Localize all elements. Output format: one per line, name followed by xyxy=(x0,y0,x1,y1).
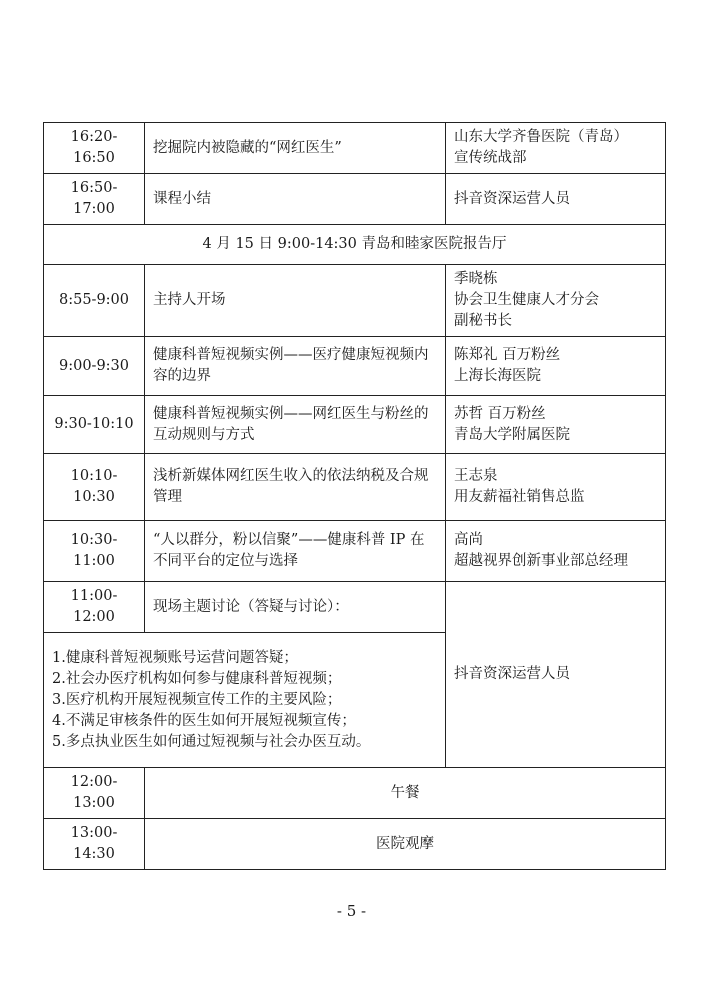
topic-cell: “人以群分，粉以信聚”——健康科普 IP 在不同平台的定位与选择 xyxy=(145,521,446,582)
speaker-cell xyxy=(446,123,666,174)
speaker-line: 高尚 xyxy=(454,532,483,548)
speaker-line: 超越视界创新事业部总经理 xyxy=(454,553,628,569)
time-cell: 9:00-9:30 xyxy=(44,337,145,396)
speaker-cell xyxy=(446,454,666,521)
speaker-line: 王志泉 xyxy=(454,468,498,484)
table-row xyxy=(44,454,666,521)
table-row xyxy=(44,396,666,454)
table-row xyxy=(44,768,666,819)
speaker-line: 宣传统战部 xyxy=(454,150,527,166)
speaker-line: 上海长海医院 xyxy=(454,368,541,384)
topic-cell: 主持人开场 xyxy=(145,265,446,337)
speaker-line: 协会卫生健康人才分会 xyxy=(454,292,599,308)
speaker-cell xyxy=(446,396,666,454)
speaker-line: 陈郑礼 百万粉丝 xyxy=(454,347,561,363)
time-cell: 16:20-16:50 xyxy=(44,123,145,174)
speaker-line: 山东大学齐鲁医院（青岛） xyxy=(454,129,628,145)
day-header-row xyxy=(44,225,666,265)
list-item: 5.多点执业医生如何通过短视频与社会办医互动。 xyxy=(52,733,371,750)
time-cell: 11:00-12:00 xyxy=(44,582,145,633)
speaker-line: 季晓栋 xyxy=(454,271,498,287)
time-cell: 13:00-14:30 xyxy=(44,819,145,870)
time-cell: 10:30-11:00 xyxy=(44,521,145,582)
time-cell: 12:00-13:00 xyxy=(44,768,145,819)
list-item: 4.不满足审核条件的医生如何开展短视频宣传； xyxy=(52,712,356,729)
list-item: 1.健康科普短视频账号运营问题答疑； xyxy=(52,649,298,666)
page-number: - 5 - xyxy=(336,902,367,920)
list-item: 3.医疗机构开展短视频宣传工作的主要风险； xyxy=(52,691,342,708)
speaker-line: 副秘书长 xyxy=(454,313,512,329)
speaker-line: 用友薪福社销售总监 xyxy=(454,489,585,505)
table-row xyxy=(44,123,666,174)
topic-cell: 健康科普短视频实例——网红医生与粉丝的互动规则与方式 xyxy=(145,396,446,454)
speaker-cell xyxy=(446,337,666,396)
speaker-cell xyxy=(446,521,666,582)
table-row xyxy=(44,337,666,396)
time-cell: 16:50-17:00 xyxy=(44,174,145,225)
topic-cell: 挖掘院内被隐藏的“网红医生” xyxy=(145,123,446,174)
table-row xyxy=(44,521,666,582)
topic-cell: 浅析新媒体网红医生收入的依法纳税及合规管理 xyxy=(145,454,446,521)
table-row xyxy=(44,174,666,225)
topic-cell: 课程小结 xyxy=(145,174,446,225)
time-cell: 10:10-10:30 xyxy=(44,454,145,521)
discussion-title: 现场主题讨论（答疑与讨论）： xyxy=(145,582,446,633)
speaker-line: 抖音资深运营人员 xyxy=(454,190,570,207)
speaker-line: 苏哲 百万粉丝 xyxy=(454,405,546,422)
discussion-topics xyxy=(44,633,446,768)
schedule-table xyxy=(43,122,666,870)
speaker-cell: 抖音资深运营人员 xyxy=(446,582,666,768)
table-row xyxy=(44,265,666,337)
topic-cell: 健康科普短视频实例——医疗健康短视频内容的边界 xyxy=(145,337,446,396)
activity-cell: 午餐 xyxy=(145,768,666,819)
speaker-line: 青岛大学附属医院 xyxy=(454,426,570,443)
speaker-cell xyxy=(446,174,666,225)
list-item: 2.社会办医疗机构如何参与健康科普短视频； xyxy=(52,670,342,687)
discussion-row xyxy=(44,582,666,633)
table-row xyxy=(44,819,666,870)
time-cell: 8:55-9:00 xyxy=(44,265,145,337)
day-header: 4 月 15 日 9:00-14:30 青岛和睦家医院报告厅 xyxy=(44,225,666,265)
speaker-cell xyxy=(446,265,666,337)
time-cell: 9:30-10:10 xyxy=(44,396,145,454)
activity-cell: 医院观摩 xyxy=(145,819,666,870)
